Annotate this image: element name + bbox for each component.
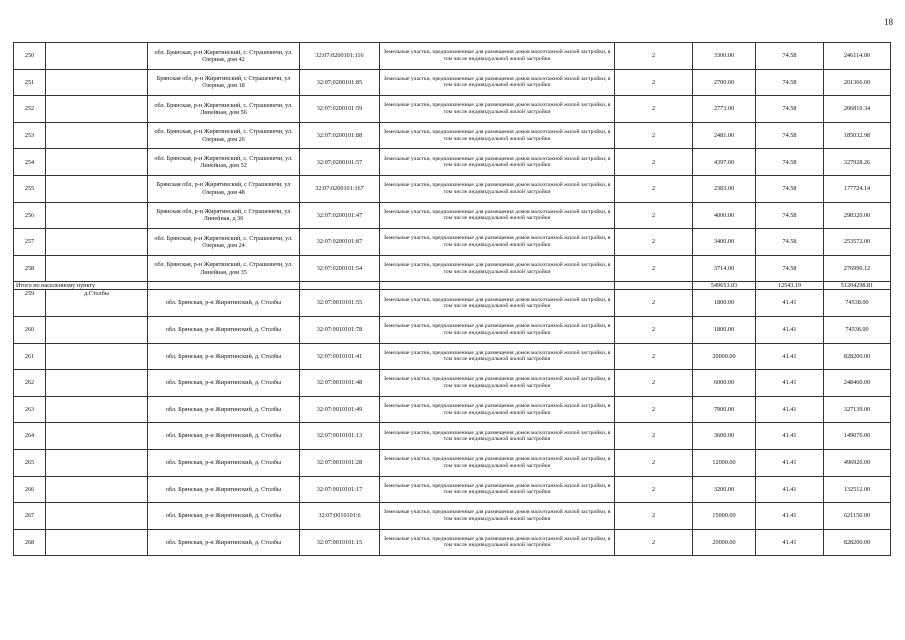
cadastral-number-cell: 32:07:0010101:15 — [300, 529, 380, 556]
settlement-cell — [46, 96, 148, 123]
group-cell: 2 — [615, 476, 693, 503]
cadastral-value-cell: 74538.00 — [824, 316, 891, 343]
settlement-cell — [46, 503, 148, 530]
table-row — [14, 202, 891, 229]
cadastral-value-cell: 496920.00 — [824, 449, 891, 476]
area-cell: 3300.00 — [693, 43, 756, 70]
purpose-cell: Земельные участки, предназначенные для размещения домов малоэтажной жилой застройки, в том числе индивидуальной жилой застройки — [380, 396, 615, 423]
address-cell: обл. Брянская, р-н Жирятинский, д. Столбы — [148, 449, 300, 476]
purpose-cell: Земельные участки, предназначенные для размещения домов малоэтажной жилой застройки, в том числе индивидуальной жилой застройки — [380, 449, 615, 476]
row-number-cell: 260 — [14, 316, 46, 343]
group-cell: 2 — [615, 122, 693, 149]
cadastral-value-cell: 149076.00 — [824, 423, 891, 450]
area-cell: 7900.00 — [693, 396, 756, 423]
cadastral-value-cell: 298320.00 — [824, 202, 891, 229]
row-number-cell: 264 — [14, 423, 46, 450]
row-number-cell: 266 — [14, 476, 46, 503]
table-row — [14, 449, 891, 476]
group-cell: 2 — [615, 423, 693, 450]
cadastral-number-cell: 32:07:0010101:78 — [300, 316, 380, 343]
area-cell: 6000.00 — [693, 370, 756, 397]
group-cell: 2 — [615, 255, 693, 282]
settlement-cell — [46, 396, 148, 423]
row-number-cell: 261 — [14, 343, 46, 370]
cadastral-number-cell: 32:07:0010101:13 — [300, 423, 380, 450]
rate-cell: 74.58 — [756, 229, 824, 256]
address-cell: обл. Брянская, р-н Жирятинский, с. Страшевичи, ул. Озерная, дом 24 — [148, 229, 300, 256]
settlement-cell — [46, 423, 148, 450]
cadastral-number-cell: 32:07:0010101:6 — [300, 503, 380, 530]
group-cell: 2 — [615, 149, 693, 176]
table-row — [14, 229, 891, 256]
group-cell: 2 — [615, 529, 693, 556]
cadastral-value-cell: 828200.00 — [824, 529, 891, 556]
cadastral-value-cell: 132512.00 — [824, 476, 891, 503]
total-label: Итого по населенному пункту — [14, 282, 148, 290]
row-number-cell: 265 — [14, 449, 46, 476]
settlement-cell — [46, 343, 148, 370]
address-cell: обл. Брянская, р-н Жирятинский, с. Страшевичи, ул. Линейная, дом 52 — [148, 149, 300, 176]
cadastral-value-cell: 185032.98 — [824, 122, 891, 149]
total-empty-cell — [615, 282, 693, 290]
purpose-cell: Земельные участки, предназначенные для размещения домов малоэтажной жилой застройки, в том числе индивидуальной жилой застройки — [380, 255, 615, 282]
table-row — [14, 529, 891, 556]
settlement-name: д.Столбы — [84, 290, 109, 298]
table-row — [14, 122, 891, 149]
total-rate: 12543.19 — [756, 282, 824, 290]
area-cell: 3600.00 — [693, 423, 756, 450]
cadastral-number-cell: 32:07:0010101:49 — [300, 396, 380, 423]
settlement-cell — [46, 290, 148, 317]
rate-cell: 41.41 — [756, 476, 824, 503]
address-cell: обл. Брянская, р-н Жирятинский, д. Столбы — [148, 423, 300, 450]
land-parcel-table — [13, 42, 891, 556]
cadastral-number-cell: 32:07:0010101:41 — [300, 343, 380, 370]
cadastral-value-cell: 327928.26 — [824, 149, 891, 176]
cadastral-value-cell: 248460.00 — [824, 370, 891, 397]
total-empty-cell — [300, 282, 380, 290]
group-cell: 2 — [615, 343, 693, 370]
area-cell: 1800.00 — [693, 316, 756, 343]
purpose-cell: Земельные участки, предназначенные для размещения домов малоэтажной жилой застройки, в том числе индивидуальной жилой застройки — [380, 343, 615, 370]
settlement-cell — [46, 255, 148, 282]
area-cell: 3714.00 — [693, 255, 756, 282]
group-cell: 2 — [615, 290, 693, 317]
purpose-cell: Земельные участки, предназначенные для размещения домов малоэтажной жилой застройки, в том числе индивидуальной жилой застройки — [380, 175, 615, 202]
table-row — [14, 503, 891, 530]
table-row — [14, 396, 891, 423]
settlement-cell — [46, 43, 148, 70]
cadastral-number-cell: 32:07:0200101:167 — [300, 175, 380, 202]
table-row — [14, 476, 891, 503]
purpose-cell: Земельные участки, предназначенные для размещения домов малоэтажной жилой застройки, в том числе индивидуальной жилой застройки — [380, 202, 615, 229]
rate-cell: 74.58 — [756, 69, 824, 96]
cadastral-number-cell: 32:07:0200101:54 — [300, 255, 380, 282]
area-cell: 1800.00 — [693, 290, 756, 317]
address-cell: Брянская обл, р-н Жирятинский, с Страшевичи, ул Озерная, дом 48 — [148, 175, 300, 202]
address-cell: обл. Брянская, р-н Жирятинский, д. Столбы — [148, 396, 300, 423]
address-cell: обл. Брянская, р-н Жирятинский, д. Столбы — [148, 290, 300, 317]
cadastral-number-cell: 32:07:0010101:48 — [300, 370, 380, 397]
total-empty-cell — [148, 282, 300, 290]
table-row — [14, 149, 891, 176]
settlement-cell — [46, 449, 148, 476]
row-number-cell: 253 — [14, 122, 46, 149]
purpose-cell: Земельные участки, предназначенные для размещения домов малоэтажной жилой застройки, в том числе индивидуальной жилой застройки — [380, 229, 615, 256]
address-cell: обл. Брянская, р-н Жирятинский, д. Столбы — [148, 529, 300, 556]
total-area: 549653.03 — [693, 282, 756, 290]
table-row — [14, 96, 891, 123]
settlement-cell — [46, 149, 148, 176]
table-row — [14, 423, 891, 450]
cadastral-number-cell: 32:07:0010101:55 — [300, 290, 380, 317]
address-cell: обл. Брянская, р-н Жирятинский, д. Столбы — [148, 503, 300, 530]
total-value: 51204298.81 — [824, 282, 891, 290]
purpose-cell: Земельные участки, предназначенные для размещения домов малоэтажной жилой застройки, в том числе индивидуальной жилой застройки — [380, 476, 615, 503]
purpose-cell: Земельные участки, предназначенные для размещения домов малоэтажной жилой застройки, в том числе индивидуальной жилой застройки — [380, 122, 615, 149]
cadastral-value-cell: 621150.00 — [824, 503, 891, 530]
area-cell: 2773.00 — [693, 96, 756, 123]
settlement-cell — [46, 229, 148, 256]
area-cell: 2383.00 — [693, 175, 756, 202]
purpose-cell: Земельные участки, предназначенные для размещения домов малоэтажной жилой застройки, в том числе индивидуальной жилой застройки — [380, 529, 615, 556]
rate-cell: 41.41 — [756, 396, 824, 423]
area-cell: 4000.00 — [693, 202, 756, 229]
group-cell: 2 — [615, 316, 693, 343]
area-cell: 20000.00 — [693, 343, 756, 370]
rate-cell: 74.58 — [756, 96, 824, 123]
cadastral-number-cell: 32:07:0200101:87 — [300, 229, 380, 256]
row-number-cell: 267 — [14, 503, 46, 530]
rate-cell: 74.58 — [756, 175, 824, 202]
rate-cell: 74.58 — [756, 43, 824, 70]
group-cell: 2 — [615, 202, 693, 229]
rate-cell: 41.41 — [756, 370, 824, 397]
group-cell: 2 — [615, 69, 693, 96]
purpose-cell: Земельные участки, предназначенные для размещения домов малоэтажной жилой застройки, в том числе индивидуальной жилой застройки — [380, 503, 615, 530]
row-number-cell: 262 — [14, 370, 46, 397]
area-cell: 15000.00 — [693, 503, 756, 530]
group-cell: 2 — [615, 43, 693, 70]
table-row — [14, 69, 891, 96]
cadastral-value-cell: 327139.00 — [824, 396, 891, 423]
area-cell: 2700.00 — [693, 69, 756, 96]
group-cell: 2 — [615, 449, 693, 476]
row-number-cell: 250 — [14, 43, 46, 70]
row-number-cell: 263 — [14, 396, 46, 423]
row-number-cell: 255 — [14, 175, 46, 202]
page-number: 18 — [884, 17, 893, 27]
cadastral-value-cell: 201366.00 — [824, 69, 891, 96]
cadastral-value-cell: 828200.00 — [824, 343, 891, 370]
table-row — [14, 316, 891, 343]
settlement-b-rows — [14, 290, 891, 556]
purpose-cell: Земельные участки, предназначенные для размещения домов малоэтажной жилой застройки, в том числе индивидуальной жилой застройки — [380, 69, 615, 96]
area-cell: 3400.00 — [693, 229, 756, 256]
purpose-cell: Земельные участки, предназначенные для размещения домов малоэтажной жилой застройки, в том числе индивидуальной жилой застройки — [380, 96, 615, 123]
cadastral-value-cell: 74538.00 — [824, 290, 891, 317]
cadastral-number-cell: 32:07:0010101:28 — [300, 449, 380, 476]
rate-cell: 74.58 — [756, 202, 824, 229]
settlement-cell — [46, 316, 148, 343]
cadastral-number-cell: 32:07:0200101:57 — [300, 149, 380, 176]
rate-cell: 41.41 — [756, 290, 824, 317]
cadastral-number-cell: 32:07:0200101:116 — [300, 43, 380, 70]
table-row — [14, 255, 891, 282]
cadastral-number-cell: 32:07:0200101:88 — [300, 122, 380, 149]
cadastral-number-cell: 32:07:0200101:59 — [300, 96, 380, 123]
group-cell: 2 — [615, 503, 693, 530]
purpose-cell: Земельные участки, предназначенные для размещения домов малоэтажной жилой застройки, в том числе индивидуальной жилой застройки — [380, 290, 615, 317]
rate-cell: 74.58 — [756, 149, 824, 176]
settlement-cell — [46, 202, 148, 229]
row-number-cell: 254 — [14, 149, 46, 176]
address-cell: обл. Брянская, р-н Жирятинский, д. Столбы — [148, 343, 300, 370]
rate-cell: 41.41 — [756, 316, 824, 343]
total-empty-cell — [380, 282, 615, 290]
cadastral-value-cell: 246114.00 — [824, 43, 891, 70]
address-cell: обл. Брянская, р-н Жирятинский, д. Столбы — [148, 370, 300, 397]
row-number-cell: 252 — [14, 96, 46, 123]
rate-cell: 41.41 — [756, 503, 824, 530]
cadastral-value-cell: 253572.00 — [824, 229, 891, 256]
purpose-cell: Земельные участки, предназначенные для размещения домов малоэтажной жилой застройки, в том числе индивидуальной жилой застройки — [380, 316, 615, 343]
total-row — [14, 282, 891, 290]
table-row — [14, 343, 891, 370]
rate-cell: 41.41 — [756, 423, 824, 450]
address-cell: обл. Брянская, р-н Жирятинский, д. Столбы — [148, 476, 300, 503]
cadastral-value-cell: 276990.12 — [824, 255, 891, 282]
rate-cell: 41.41 — [756, 343, 824, 370]
rate-cell: 41.41 — [756, 449, 824, 476]
rate-cell: 74.58 — [756, 255, 824, 282]
group-cell: 2 — [615, 96, 693, 123]
table-row — [14, 290, 891, 317]
purpose-cell: Земельные участки, предназначенные для размещения домов малоэтажной жилой застройки, в том числе индивидуальной жилой застройки — [380, 43, 615, 70]
row-number-cell: 268 — [14, 529, 46, 556]
group-cell: 2 — [615, 175, 693, 202]
area-cell: 3200.00 — [693, 476, 756, 503]
settlement-total — [14, 282, 891, 290]
table-row — [14, 175, 891, 202]
settlement-a-rows — [14, 43, 891, 282]
address-cell: Брянская обл, р-н Жирятинский, с Страшевичи, ул Озерная, дом 18 — [148, 69, 300, 96]
settlement-cell — [46, 122, 148, 149]
address-cell: Брянская обл, р-н Жирятинский, с Страшевичи, ул Линейная, д 36 — [148, 202, 300, 229]
purpose-cell: Земельные участки, предназначенные для размещения домов малоэтажной жилой застройки, в том числе индивидуальной жилой застройки — [380, 370, 615, 397]
row-number-cell: 258 — [14, 255, 46, 282]
area-cell: 12000.00 — [693, 449, 756, 476]
group-cell: 2 — [615, 229, 693, 256]
group-cell: 2 — [615, 370, 693, 397]
purpose-cell: Земельные участки, предназначенные для размещения домов малоэтажной жилой застройки, в том числе индивидуальной жилой застройки — [380, 149, 615, 176]
row-number-cell: 251 — [14, 69, 46, 96]
table-row — [14, 370, 891, 397]
cadastral-value-cell: 177724.14 — [824, 175, 891, 202]
cadastral-value-cell: 206810.34 — [824, 96, 891, 123]
group-cell: 2 — [615, 396, 693, 423]
settlement-cell — [46, 69, 148, 96]
area-cell: 20000.00 — [693, 529, 756, 556]
row-number-cell: 259 — [14, 290, 46, 317]
address-cell: обл. Брянская, р-н Жирятинский, с. Страшевичи, ул. Линейная, дом 56 — [148, 96, 300, 123]
area-cell: 2481.00 — [693, 122, 756, 149]
cadastral-number-cell: 32:07:0010101:17 — [300, 476, 380, 503]
address-cell: обл. Брянская, р-н Жирятинский, с. Страшевичи, ул. Озерная, дом 42 — [148, 43, 300, 70]
row-number-cell: 256 — [14, 202, 46, 229]
settlement-cell — [46, 529, 148, 556]
address-cell: обл. Брянская, р-н Жирятинский, д. Столбы — [148, 316, 300, 343]
address-cell: обл. Брянская, р-н Жирятинский, с. Страшевичи, ул. Озерная, дом 26 — [148, 122, 300, 149]
address-cell: обл. Брянская, р-н Жирятинский, с. Страшевичи, ул. Линейная, дом 35 — [148, 255, 300, 282]
rate-cell: 74.58 — [756, 122, 824, 149]
table-row — [14, 43, 891, 70]
purpose-cell: Земельные участки, предназначенные для размещения домов малоэтажной жилой застройки, в том числе индивидуальной жилой застройки — [380, 423, 615, 450]
settlement-cell — [46, 476, 148, 503]
row-number-cell: 257 — [14, 229, 46, 256]
settlement-cell — [46, 370, 148, 397]
area-cell: 4397.00 — [693, 149, 756, 176]
cadastral-number-cell: 32:07:0200101:85 — [300, 69, 380, 96]
cadastral-number-cell: 32:07:0200101:47 — [300, 202, 380, 229]
settlement-cell — [46, 175, 148, 202]
rate-cell: 41.41 — [756, 529, 824, 556]
